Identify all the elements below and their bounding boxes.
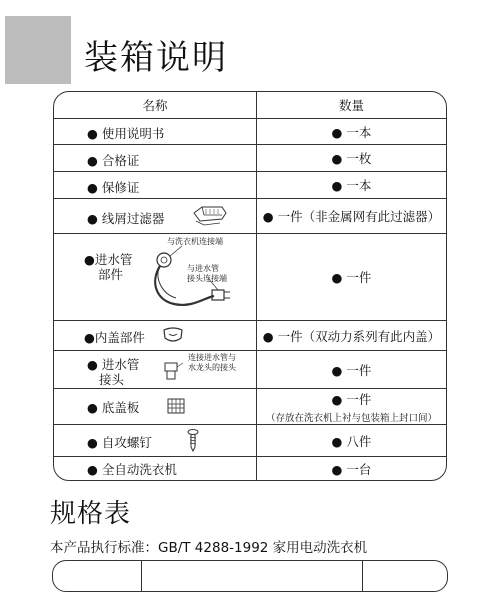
item-name: ● 自攻螺钉 [87, 435, 152, 450]
item-quantity: ● 一本 [331, 124, 372, 140]
spec-table [52, 560, 448, 592]
spec-column-divider [362, 561, 363, 591]
item-quantity: ● 一件（非金属网有此过滤器） [262, 209, 441, 224]
item-name: ● 全自动洗衣机 [87, 462, 177, 477]
inlet-hose-icon [142, 238, 232, 318]
callout-joint-end-line1: 与进水管 [187, 264, 219, 273]
table-row [54, 199, 446, 234]
item-quantity: ● 一本 [331, 178, 372, 193]
base-plate-icon [166, 396, 186, 416]
inner-lid-icon [162, 326, 184, 344]
callout-joint-end-line2: 接头连接端 [187, 274, 227, 283]
item-quantity: ● 一枚 [331, 151, 372, 166]
table-row [54, 389, 446, 425]
table-row [54, 351, 446, 389]
spec-section-title: 规格表 [50, 499, 132, 529]
item-quantity: ● 一件（双动力系列有此内盖） [262, 328, 441, 344]
item-quantity: ● 一件 [331, 270, 372, 285]
header-name: 名称 [142, 98, 168, 113]
item-quantity: ● 一件 [331, 391, 372, 407]
item-name: ● 底盖板 [87, 400, 140, 415]
item-quantity: ● 八件 [331, 433, 372, 449]
item-name-line1: ● 进水管 [87, 357, 140, 372]
item-name: ● 使用说明书 [87, 126, 165, 141]
item-name-line1: ●进水管 [84, 252, 133, 267]
packing-list-table [53, 91, 447, 481]
spec-column-divider [141, 561, 142, 591]
hose-joint-icon [161, 361, 183, 383]
table-row [54, 145, 446, 172]
title-decoration-block [5, 16, 71, 84]
table-row [54, 172, 446, 199]
item-name-line2: 部件 [98, 267, 124, 282]
table-row [54, 119, 446, 145]
page-title: 装箱说明 [84, 38, 228, 78]
callout-joint-line1: 连接进水管与 [188, 353, 236, 362]
spec-standard-text: 本产品执行标准：GB/T 4288-1992 家用电动洗衣机 [50, 540, 368, 556]
header-quantity: 数量 [338, 98, 364, 113]
lint-filter-icon [192, 203, 228, 227]
item-name: ●内盖部件 [84, 330, 145, 345]
item-name: ● 线屑过滤器 [87, 211, 165, 226]
item-name: ● 合格证 [87, 153, 140, 168]
table-row [54, 234, 446, 321]
table-row [54, 321, 446, 351]
table-row [54, 457, 446, 480]
item-name: ● 保修证 [87, 180, 140, 195]
table-header-row [54, 92, 446, 119]
item-name-line2: 接头 [99, 372, 125, 387]
screw-icon [187, 429, 199, 453]
callout-washer-end: 与洗衣机连接端 [167, 237, 223, 246]
item-quantity: ● 一台 [331, 461, 372, 477]
item-note: （存放在洗衣机上衬与包装箱上封口间） [265, 412, 437, 424]
table-row [54, 425, 446, 457]
item-quantity: ● 一件 [331, 362, 372, 378]
callout-joint-line2: 水龙头的接头 [188, 363, 236, 372]
